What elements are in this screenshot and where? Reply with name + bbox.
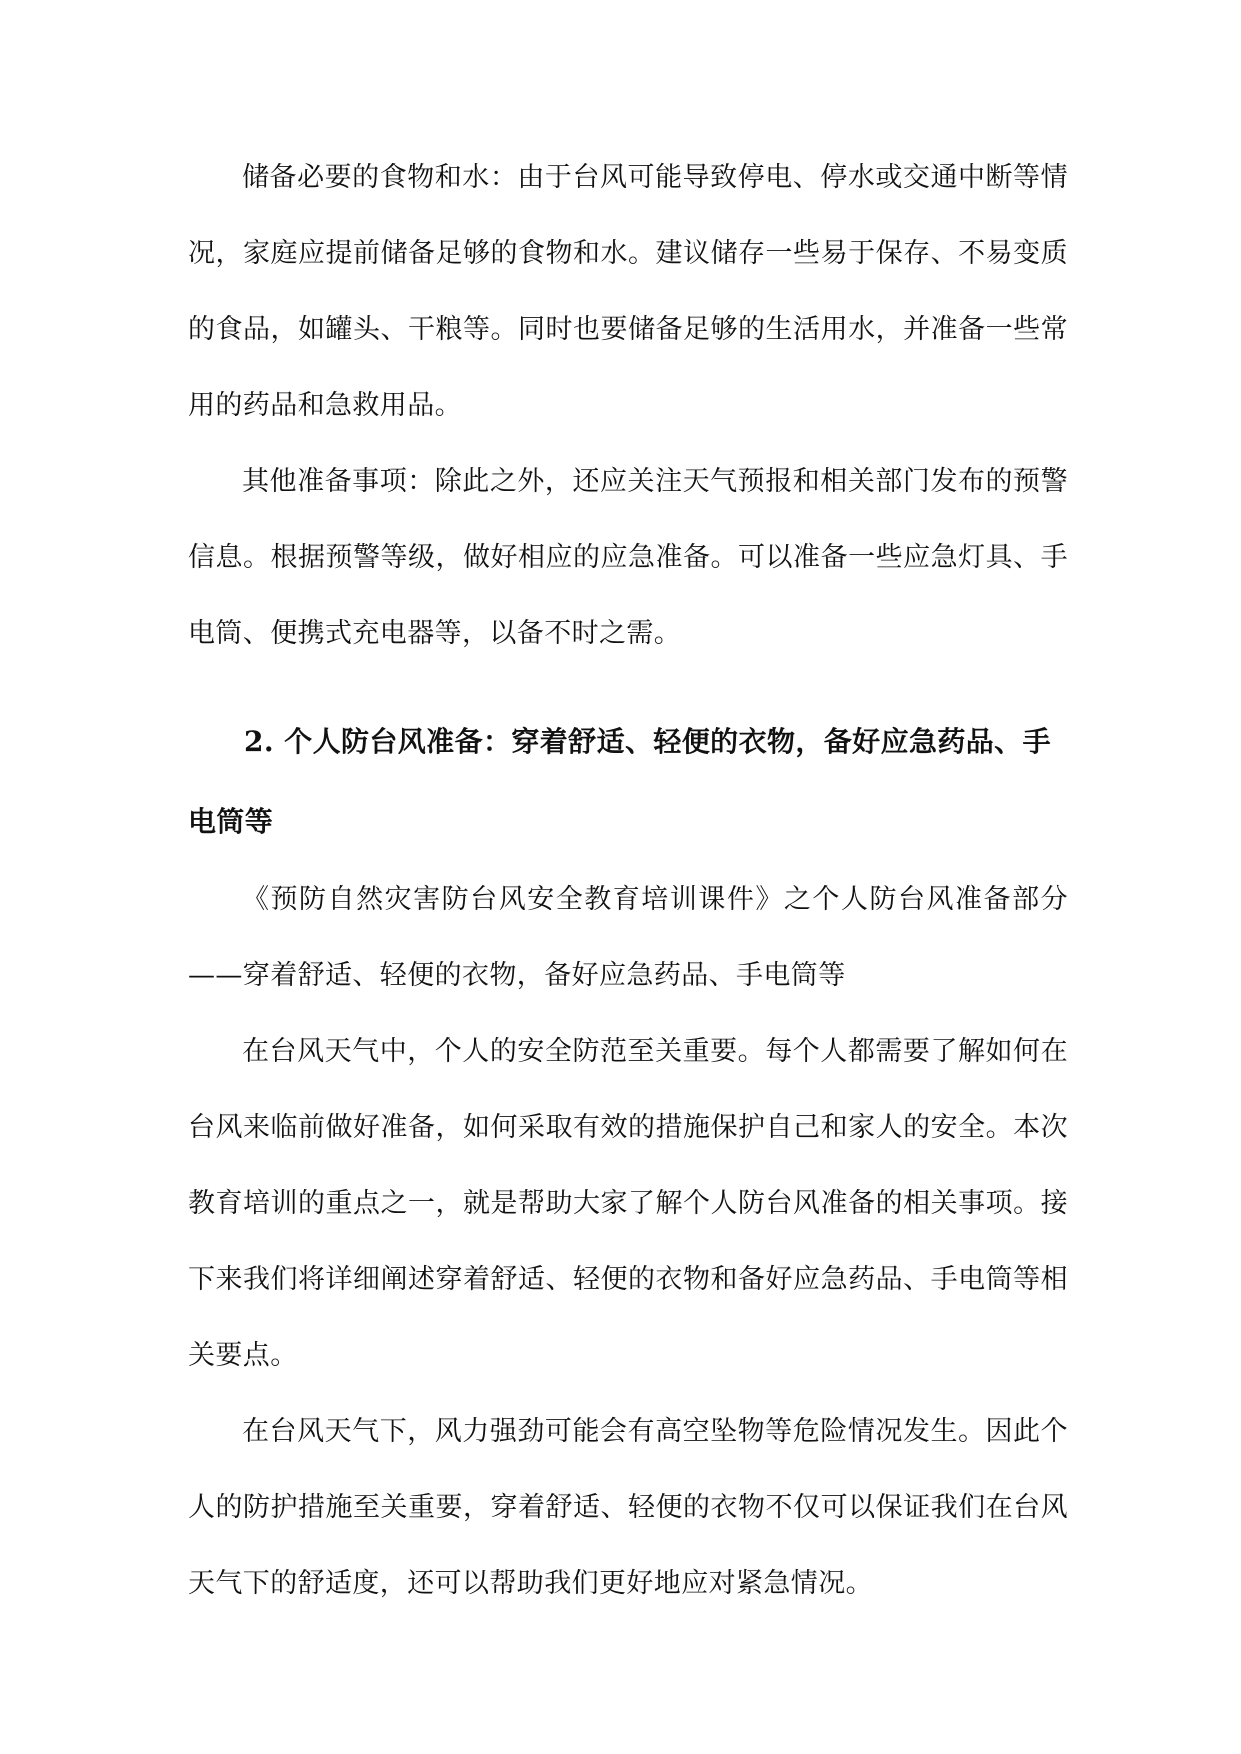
paragraph-personal-safety: 在台风天气中，个人的安全防范至关重要。每个人都需要了解如何在台风来临前做好准备，如何采取有效的措施保护自己和家人的安全。本次教育培训的重点之一，就是帮助大家了解个人防台风准备的相关事项。接下来我们将详细阐述穿着舒适、轻便的衣物和备好应急药品、手电筒等相关要点。 <box>188 1036 1068 1371</box>
paragraph-food-water: 储备必要的食物和水：由于台风可能导致停电、停水或交通中断等情况，家庭应提前储备足够的食物和水。建议储存一些易于保存、不易变质的食品，如罐头、干粮等。同时也要储备足够的生活用水，并准备一些常用的药品和急救用品。 <box>188 162 1068 421</box>
section-heading: 2. 个人防台风准备：穿着舒适、轻便的衣物，备好应急药品、手电筒等 <box>188 725 1051 838</box>
paragraph-clothing: 在台风天气下，风力强劲可能会有高空坠物等危险情况发生。因此个人的防护措施至关重要，穿着舒适、轻便的衣物不仅可以保证我们在台风天气下的舒适度，还可以帮助我们更好地应对紧急情况。 <box>188 1416 1068 1599</box>
paragraph-course-intro: 《预防自然灾害防台风安全教育培训课件》之个人防台风准备部分——穿着舒适、轻便的衣物，备好应急药品、手电筒等 <box>188 884 1068 991</box>
document-body <box>188 140 1068 1622</box>
paragraph-other-preparations: 其他准备事项：除此之外，还应关注天气预报和相关部门发布的预警信息。根据预警等级，做好相应的应急准备。可以准备一些应急灯具、手电筒、便携式充电器等，以备不时之需。 <box>188 466 1068 649</box>
